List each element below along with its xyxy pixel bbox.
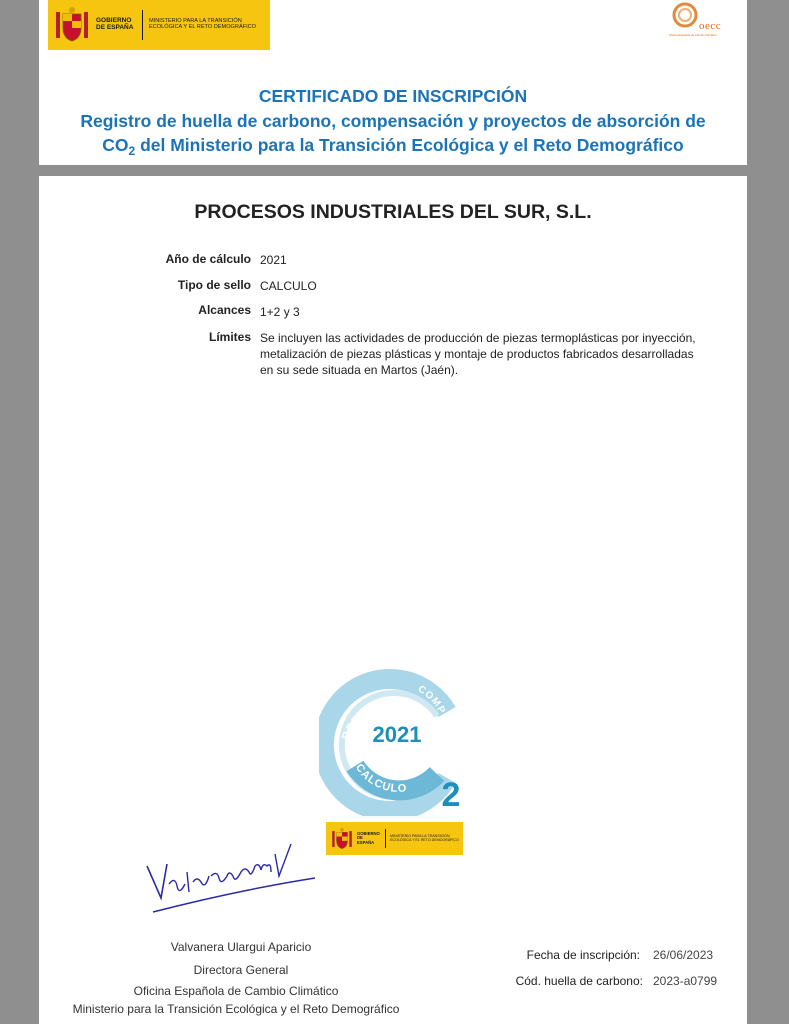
field-value-tipo: CALCULO <box>260 279 317 293</box>
logo-divider <box>385 829 386 848</box>
certificate-subtitle-line2 <box>39 135 747 158</box>
fecha-inscripcion-label: Fecha de inscripción: <box>526 948 640 962</box>
calculo-seal-icon <box>319 662 469 816</box>
handwritten-signature <box>139 816 319 926</box>
coat-of-arms-icon <box>331 827 353 851</box>
field-label-tipo: Tipo de sello <box>177 278 251 292</box>
signer-role: Directora General <box>193 963 289 977</box>
gobierno-label: GOBIERNO DE ESPAÑA <box>96 17 134 31</box>
coat-of-arms-icon <box>54 6 90 44</box>
codigo-huella-value: 2023-a0799 <box>653 974 718 988</box>
oecc-logo-subtitle: Oficina Española de Cambio Climático <box>669 33 717 37</box>
field-label-alcances: Alcances <box>198 303 251 317</box>
signer-ministry: Ministerio para la Transición Ecológica y el Reto Demográfico <box>72 1002 400 1016</box>
field-label-limites: Límites <box>208 330 251 344</box>
gobierno-espana-logo-small <box>326 822 463 855</box>
gobierno-espana-logo <box>48 0 270 50</box>
signer-name: Valvanera Ulargui Aparicio <box>170 940 312 954</box>
ministerio-label: MINISTERIO PARA LA TRANSICIÓN ECOLÓGICA Y EL RETO DEMOGRÁFICO <box>149 18 257 30</box>
company-name: PROCESOS INDUSTRIALES DEL SUR, S.L. <box>194 201 592 223</box>
field-value-alcances: 1+2 y 3 <box>260 305 300 319</box>
field-value-ano: 2021 <box>260 253 287 267</box>
ministerio-label: MINISTERIO PARA LA TRANSICIÓN ECOLÓGICA Y EL RETO DEMOGRÁFICO <box>390 833 459 842</box>
oecc-logo-text: oecc <box>699 20 722 32</box>
limites-line: metalización de piezas plásticas y montaje de productos fabricados desarrolladas <box>260 347 694 361</box>
co-subscript: 2 <box>128 144 136 158</box>
signer-office: Oficina Española de Cambio Climático <box>133 984 339 998</box>
seal-calculo: CALCULO <box>352 761 408 796</box>
certificate-body-panel <box>39 176 747 1024</box>
seal-digit: 2 <box>441 776 461 814</box>
co-text: CO <box>102 135 129 155</box>
seal-compenso: COMPENSO <box>415 683 453 748</box>
limites-line: Se incluyen las actividades de producción de piezas termoplásticas por inyección, <box>260 331 696 345</box>
logo-divider <box>142 10 143 40</box>
certificate-subtitle-line1: Registro de huella de carbono, compensación y proyectos de absorción de <box>80 111 706 131</box>
certificate-header-panel <box>39 0 747 165</box>
codigo-huella-label: Cód. huella de carbono: <box>515 974 643 988</box>
fecha-inscripcion-value: 26/06/2023 <box>653 948 714 962</box>
field-value-limites <box>260 330 696 378</box>
seal-year: 2021 <box>372 722 422 747</box>
field-label-ano: Año de cálculo <box>165 252 251 266</box>
certificate-title: CERTIFICADO DE INSCRIPCIÓN <box>258 86 528 106</box>
limites-line: en su sede situada en Martos (Jaén). <box>260 363 459 377</box>
seal-reduzco: REDUZCO <box>340 695 395 742</box>
gobierno-label: GOBIERNO DE ESPAÑA <box>357 830 380 845</box>
subtitle-rest: del Ministerio para la Transición Ecológica y el Reto Demográfico <box>135 135 684 155</box>
